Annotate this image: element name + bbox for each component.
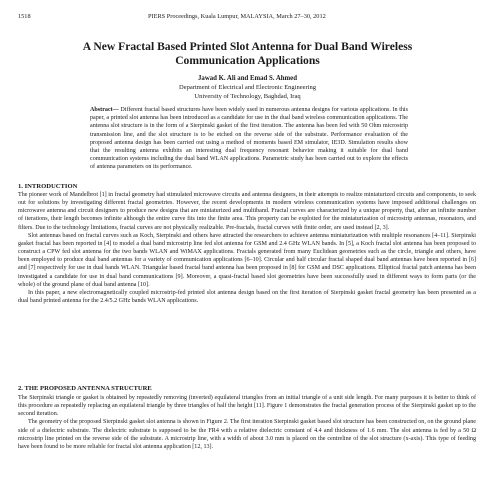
title-line-2: Communication Applications [175, 54, 320, 67]
affiliation-university: University of Technology, Baghdad, Iraq [194, 92, 301, 100]
section-heading-proposed-structure: 2. THE PROPOSED ANTENNA STRUCTURE [18, 385, 152, 392]
paragraph: The pioneer work of Mandelbrot [1] in fractal geometry had stimulated microwave circuits and antenna designers, in their attempts to realize miniaturized circuits and components, to seek out for solutions by investigating different fractal geometries. However, the recent developments in modern wireless communication systems have imposed additional challenges on microwave antenna and circuit designers to produce new designs that are miniaturized and multiband. Fractal curves are characterized by a unique property, that, after an infinite number of iterations, their length becomes infinite although the entire curve fits into the finite area. This property can be exploited for the miniaturization of microstrip antennas, resonators, and filters. Due to the technology limitations, fractal curves are not physically realizable. Pre-fractals, fractal curves with finite order, are used instead [2, 3]. [18, 192, 476, 231]
title-line-1: A New Fractal Based Printed Slot Antenna for Dual Band Wireless [82, 40, 413, 53]
section-body-proposed-structure [18, 394, 476, 451]
running-head [18, 12, 477, 22]
paragraph: Slot antennas based on fractal curves such as Koch, Sierpinski and others have attracted the researchers to achieve antenna miniaturization with multiple resonances [4–11]. Sierpinski gasket fractal has been reported in [4] to model a dual band microstrip line fed slot antenna for GSM and 2.4 GHz WLAN bands. In [5], a Koch fractal slot antenna has been proposed to construct a CPW fed slot antenna for the two bands WLAN and WiMAX applications. Fractals generated from many Euclidean geometries such as the circle, triangle and others, have been employed to produce dual band antennas for a variety of communication applications [6–10]. Circular and half circular fractal shaped dual band antennas have been reported in [6] and [7] respectively for use in dual bands WLAN. Triangular based fractal band antenna has been proposed in [8] for GSM and DSC applications. Elliptical fractal patch antenna has been investigated a candidate for use in dual band communications [9]. Moreover, a quasi-fractal based slot geometries have been successfully used in different ways to form parts (or the whole) of the ground plane of dual band antenna [10]. [18, 232, 476, 288]
paragraph: The geometry of the proposed Sierpinski gasket slot antenna is shown in Figure 2. The first iteration Sierpinski gasket based slot structure has been constructed on, on the ground plane side of a dielectric substrate. The dielectric substrate is supposed to be the FR4 with a relative dielectric constant of 4.4 and thickness of 1.6 mm. The slot antenna is fed by a 50 Ω microstrip line printed on the reverse side of the substrate. A microstrip line, with a width of about 3.0 mm is placed on the centreline of the slot structure (x-axis). This type of feeding have been found to be more reliable for fractal slot antenna application [12, 13]. [18, 419, 476, 450]
section-heading-introduction: 1. INTRODUCTION [18, 183, 78, 190]
paragraph: In this paper, a new electromagnetically coupled microstrip-fed printed slot antenna design based on the first iteration of Sierpinski gasket fractal geometry has been presented as a dual band printed antenna for the 2.4/5.2 GHz bands WLAN applications. [18, 289, 476, 305]
page-number: 1518 [18, 13, 31, 20]
proceedings-header: PIERS Proceedings, Kuala Lumpur, MALAYSIA, March 27–30, 2012 [148, 13, 326, 20]
affiliation-department: Department of Electrical and Electronic Engineering [179, 84, 316, 91]
abstract-label: Abstract— [90, 107, 119, 113]
paragraph: The Sierpinski triangle or gasket is obtained by repeatedly removing (inverted) equilateral triangles from an initial triangle of a unit side length. For many purposes it is better to think of this procedure as repeatedly replacing an equilateral triangle by three triangles of half the height [11]. Figure 1 demonstrates the fractal generation process of the Sierpinski gasket up to the second iteration. [18, 395, 476, 418]
abstract [90, 106, 408, 172]
paper-title [20, 40, 475, 68]
section-body-introduction [18, 191, 476, 305]
abstract-text: Different fractal based structures have been widely used in numerous antenna designs for various applications. In this paper, a printed slot antenna has been introduced as a candidate for use in the dual band wireless communication applications. The antenna slot structure is in the form of a Sierpinski gasket of the first iteration. The antenna has been fed with 50 Ohm microstrip transmission line, and the slot structure is to be etched on the reverse side of the substrate. Performance evaluation of the proposed antenna design has been carried out using a method of moments based EM simulator, IE3D. Simulation results show that the resulting antenna exhibits an interesting dual frequency resonant behavior making it suitable for dual band communication systems including the dual band WLAN applications. Parametric study has been carried out to explore the effects of antenna parameters on its performance. [90, 107, 408, 171]
authors: Jawad K. Ali and Emad S. Ahmed [198, 75, 297, 82]
